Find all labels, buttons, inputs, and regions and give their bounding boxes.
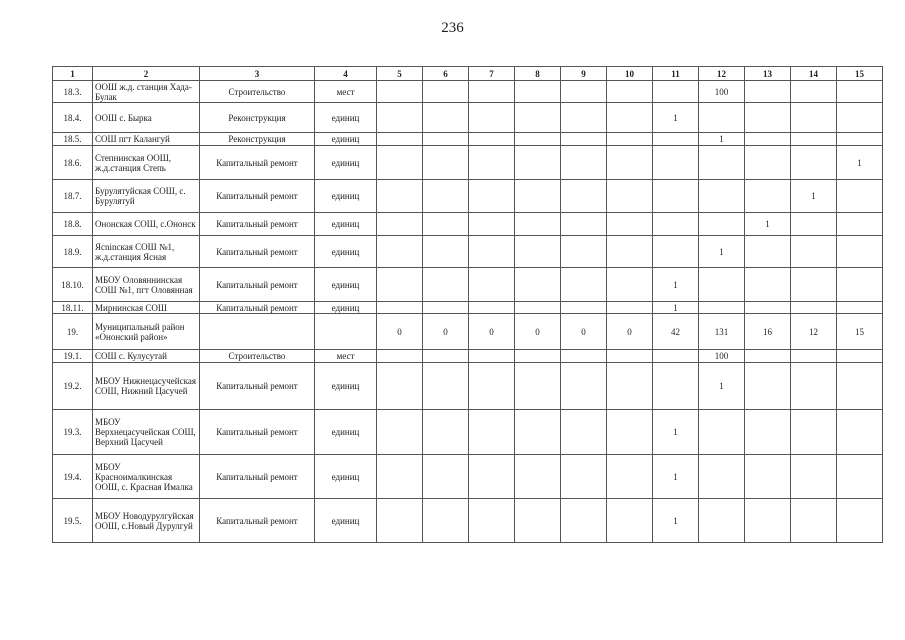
table-cell (699, 146, 745, 180)
table-cell: Капитальный ремонт (200, 455, 315, 499)
column-header: 2 (93, 67, 200, 81)
table-cell (561, 268, 607, 302)
table-cell: 1 (653, 455, 699, 499)
table-cell: 15 (837, 314, 883, 350)
table-body (53, 67, 883, 543)
table-cell (515, 236, 561, 268)
column-header: 4 (315, 67, 377, 81)
table-cell (699, 213, 745, 236)
table-cell (561, 302, 607, 314)
table-cell (607, 350, 653, 363)
table-cell (607, 236, 653, 268)
table-cell (423, 103, 469, 133)
column-header: 14 (791, 67, 837, 81)
table-row (53, 302, 883, 314)
table-cell: Реконструкция (200, 133, 315, 146)
table-cell (561, 81, 607, 103)
table-cell: Капитальный ремонт (200, 410, 315, 455)
table-cell (515, 455, 561, 499)
table-cell: единиц (315, 146, 377, 180)
table-cell (607, 499, 653, 543)
table-cell (469, 213, 515, 236)
table-cell (515, 363, 561, 410)
table-cell (377, 350, 423, 363)
object-name: Степнинская ООШ, ж.д.станция Степь (93, 146, 200, 180)
table-cell (653, 133, 699, 146)
table-cell (653, 236, 699, 268)
column-header: 8 (515, 67, 561, 81)
table-cell: 1 (653, 103, 699, 133)
column-header: 11 (653, 67, 699, 81)
table-cell (561, 499, 607, 543)
table-cell (745, 236, 791, 268)
table-cell: 1 (837, 146, 883, 180)
table-cell (745, 103, 791, 133)
table-cell (791, 81, 837, 103)
column-header: 13 (745, 67, 791, 81)
table-cell (607, 133, 653, 146)
table-cell (837, 410, 883, 455)
table-cell (837, 236, 883, 268)
table-cell (377, 302, 423, 314)
table-cell: Капитальный ремонт (200, 302, 315, 314)
table-cell (377, 236, 423, 268)
table-cell (699, 302, 745, 314)
table-cell: единиц (315, 213, 377, 236)
row-number: 19.3. (53, 410, 93, 455)
table-cell (653, 146, 699, 180)
row-number: 18.5. (53, 133, 93, 146)
table-cell: 0 (561, 314, 607, 350)
table-cell: Капитальный ремонт (200, 180, 315, 213)
table-cell (469, 455, 515, 499)
table-cell (423, 146, 469, 180)
row-number: 19. (53, 314, 93, 350)
table-row (53, 236, 883, 268)
column-header: 15 (837, 67, 883, 81)
table-cell (200, 314, 315, 350)
table-cell: единиц (315, 268, 377, 302)
table-cell: 1 (699, 363, 745, 410)
table-cell (469, 180, 515, 213)
table-cell: 42 (653, 314, 699, 350)
table-row (53, 146, 883, 180)
table-cell (377, 268, 423, 302)
object-name: Ононская СОШ, с.Ононск (93, 213, 200, 236)
table-row (53, 363, 883, 410)
table-cell: единиц (315, 180, 377, 213)
table-cell (745, 302, 791, 314)
table-cell: 1 (653, 499, 699, 543)
table-row (53, 103, 883, 133)
table-cell (515, 133, 561, 146)
table-cell (837, 268, 883, 302)
object-name: Муниципальный район «Ононский район» (93, 314, 200, 350)
table-cell (423, 302, 469, 314)
table-cell: Капитальный ремонт (200, 499, 315, 543)
table-cell: 0 (377, 314, 423, 350)
table-cell (423, 455, 469, 499)
table-cell (377, 81, 423, 103)
table-cell: Капитальный ремонт (200, 146, 315, 180)
table-cell (423, 213, 469, 236)
table-cell (653, 81, 699, 103)
table-cell (607, 302, 653, 314)
table-cell (515, 103, 561, 133)
table-cell (607, 268, 653, 302)
table-cell (561, 180, 607, 213)
table-cell: Капитальный ремонт (200, 363, 315, 410)
table-row (53, 410, 883, 455)
table-cell: 1 (699, 236, 745, 268)
table-cell (377, 213, 423, 236)
object-name: ООШ с. Бырка (93, 103, 200, 133)
table-cell: единиц (315, 133, 377, 146)
column-header: 10 (607, 67, 653, 81)
table-cell (561, 146, 607, 180)
table-cell (791, 268, 837, 302)
table-cell (699, 455, 745, 499)
table-cell (561, 350, 607, 363)
table-cell (561, 455, 607, 499)
column-header: 3 (200, 67, 315, 81)
table-cell: 1 (653, 268, 699, 302)
table-cell: единиц (315, 103, 377, 133)
table-cell (515, 180, 561, 213)
row-number: 18.6. (53, 146, 93, 180)
page-number: 236 (441, 20, 464, 36)
table-row (53, 213, 883, 236)
object-name: ООШ ж.д. станция Хада-Булак (93, 81, 200, 103)
table-cell: 100 (699, 350, 745, 363)
table-cell (515, 81, 561, 103)
table-cell (837, 213, 883, 236)
table-cell: Строительство (200, 81, 315, 103)
table-cell: 12 (791, 314, 837, 350)
table-cell (561, 363, 607, 410)
table-cell (745, 81, 791, 103)
row-number: 19.4. (53, 455, 93, 499)
table-cell (561, 213, 607, 236)
table-cell: 0 (469, 314, 515, 350)
table-cell: 1 (653, 410, 699, 455)
table-cell (377, 499, 423, 543)
table-cell (791, 455, 837, 499)
table-row (53, 81, 883, 103)
table-cell (515, 302, 561, 314)
table-cell (561, 236, 607, 268)
table-cell: Капитальный ремонт (200, 236, 315, 268)
table-cell (607, 103, 653, 133)
data-table (52, 66, 883, 543)
column-header: 6 (423, 67, 469, 81)
table-cell (423, 363, 469, 410)
table-cell (315, 314, 377, 350)
row-number: 18.10. (53, 268, 93, 302)
table-cell: 16 (745, 314, 791, 350)
table-cell (561, 133, 607, 146)
table-cell (837, 350, 883, 363)
table-cell (377, 133, 423, 146)
table-cell (423, 350, 469, 363)
table-cell (607, 213, 653, 236)
table-cell: мест (315, 350, 377, 363)
table-cell (377, 146, 423, 180)
object-name: Ясninская СОШ №1, ж.д.станция Ясная (93, 236, 200, 268)
table-cell (607, 81, 653, 103)
table-cell (515, 213, 561, 236)
table-cell (837, 81, 883, 103)
table-cell: единиц (315, 236, 377, 268)
table-cell (423, 268, 469, 302)
object-name: МБОУ Новодурулгуйская ООШ, с.Новый Дурулгуй (93, 499, 200, 543)
table-cell (791, 363, 837, 410)
table-cell (745, 363, 791, 410)
table-cell (377, 410, 423, 455)
table-row (53, 133, 883, 146)
row-number: 18.11. (53, 302, 93, 314)
table-cell (377, 103, 423, 133)
table-cell (607, 363, 653, 410)
table-cell (745, 268, 791, 302)
table-cell: 0 (515, 314, 561, 350)
table-cell (377, 363, 423, 410)
table-cell (745, 499, 791, 543)
table-cell (469, 363, 515, 410)
table-cell (515, 410, 561, 455)
table-cell (423, 410, 469, 455)
table-row (53, 350, 883, 363)
column-header: 5 (377, 67, 423, 81)
table-cell (469, 133, 515, 146)
row-number: 18.3. (53, 81, 93, 103)
table-cell: единиц (315, 363, 377, 410)
table-cell (791, 499, 837, 543)
row-number: 19.5. (53, 499, 93, 543)
table-cell (423, 133, 469, 146)
table-cell: мест (315, 81, 377, 103)
table-cell (607, 455, 653, 499)
table-cell (607, 180, 653, 213)
table-cell: 1 (791, 180, 837, 213)
table-cell: единиц (315, 499, 377, 543)
table-cell (745, 455, 791, 499)
table-cell (515, 350, 561, 363)
table-cell (837, 499, 883, 543)
row-number: 18.4. (53, 103, 93, 133)
table-cell (469, 103, 515, 133)
table-cell (837, 455, 883, 499)
table-cell (791, 350, 837, 363)
table-cell (607, 410, 653, 455)
table-cell: 1 (699, 133, 745, 146)
table-cell: Реконструкция (200, 103, 315, 133)
row-number: 18.8. (53, 213, 93, 236)
table-cell: 131 (699, 314, 745, 350)
table-cell (699, 410, 745, 455)
table-row (53, 268, 883, 302)
object-name: СОШ пгт Калангуй (93, 133, 200, 146)
table-cell (653, 213, 699, 236)
table-cell: единиц (315, 455, 377, 499)
table-cell (653, 363, 699, 410)
object-name: МБОУ Оловяннинская СОШ №1, пгт Оловянная (93, 268, 200, 302)
table-cell: единиц (315, 302, 377, 314)
table-cell (837, 180, 883, 213)
table-row (53, 499, 883, 543)
table-cell (469, 268, 515, 302)
table-cell (791, 410, 837, 455)
table-cell (745, 350, 791, 363)
table-cell (791, 302, 837, 314)
table-cell: 100 (699, 81, 745, 103)
table-cell (515, 499, 561, 543)
table-cell (791, 103, 837, 133)
table-cell (791, 213, 837, 236)
table-cell: Капитальный ремонт (200, 213, 315, 236)
table-cell (745, 410, 791, 455)
table-cell (791, 236, 837, 268)
table-cell (377, 455, 423, 499)
table-cell (423, 180, 469, 213)
table-cell: 1 (653, 302, 699, 314)
table-cell (653, 180, 699, 213)
table-cell: единиц (315, 410, 377, 455)
table-cell (515, 146, 561, 180)
table-cell (423, 81, 469, 103)
table-cell (699, 268, 745, 302)
table-cell (745, 146, 791, 180)
table-cell: Капитальный ремонт (200, 268, 315, 302)
object-name: Бурулятуйская СОШ, с. Бурулятуй (93, 180, 200, 213)
table-cell (699, 499, 745, 543)
table-cell (469, 350, 515, 363)
table-cell (469, 81, 515, 103)
object-name: Мирнинская СОШ (93, 302, 200, 314)
table-cell (423, 236, 469, 268)
column-header: 9 (561, 67, 607, 81)
table-cell (745, 133, 791, 146)
table-cell (469, 236, 515, 268)
table-cell: Строительство (200, 350, 315, 363)
table-cell (469, 302, 515, 314)
table-cell (791, 146, 837, 180)
table-cell (377, 180, 423, 213)
table-cell (699, 103, 745, 133)
table-row (53, 314, 883, 350)
header-row (53, 67, 883, 81)
row-number: 18.7. (53, 180, 93, 213)
table-cell (561, 410, 607, 455)
table-cell (791, 133, 837, 146)
table-cell (837, 103, 883, 133)
table-cell (837, 302, 883, 314)
table-cell (469, 499, 515, 543)
table-cell (837, 363, 883, 410)
row-number: 19.2. (53, 363, 93, 410)
table-cell (745, 180, 791, 213)
table-row (53, 180, 883, 213)
row-number: 18.9. (53, 236, 93, 268)
table-cell (699, 180, 745, 213)
column-header: 1 (53, 67, 93, 81)
table-cell (607, 146, 653, 180)
column-header: 12 (699, 67, 745, 81)
table-cell: 0 (607, 314, 653, 350)
table-cell (469, 410, 515, 455)
table-cell (837, 133, 883, 146)
row-number: 19.1. (53, 350, 93, 363)
table-cell (423, 499, 469, 543)
table-cell (561, 103, 607, 133)
object-name: МБОУ Красноималкинская ООШ, с. Красная Ималка (93, 455, 200, 499)
table-cell (515, 268, 561, 302)
table-cell (469, 146, 515, 180)
table-row (53, 455, 883, 499)
object-name: МБОУ Нижнецасучейская СОШ, Нижний Цасучей (93, 363, 200, 410)
table-cell (653, 350, 699, 363)
column-header: 7 (469, 67, 515, 81)
table-cell: 1 (745, 213, 791, 236)
object-name: СОШ с. Кулусутай (93, 350, 200, 363)
table-cell: 0 (423, 314, 469, 350)
object-name: МБОУ Верхнецасучейская СОШ, Верхний Цасучей (93, 410, 200, 455)
